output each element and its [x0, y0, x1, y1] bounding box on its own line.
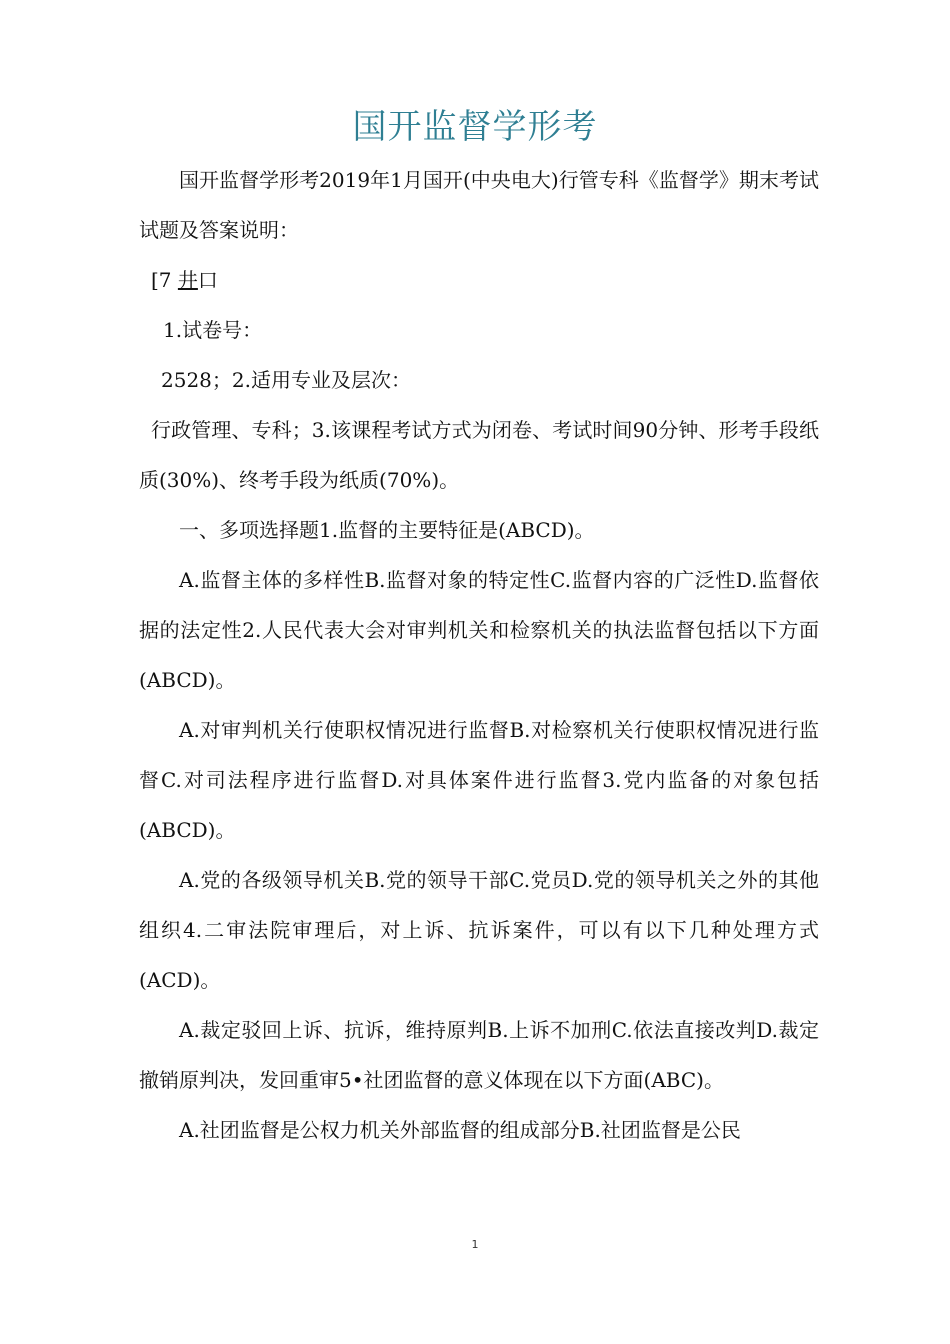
paragraph-q5-options: A.社团监督是公权力机关外部监督的组成部分B.社团监督是公民 [179, 1118, 741, 1142]
bracket-suffix: 口 [197, 268, 218, 292]
paragraph-q1-options: A.监督主体的多样性B.监督对象的特定性C.监督内容的广泛性D.监督依据的法定性2.人民代表大会对审判机关和检察机关的执法监督包括以下方面(ABCD)。 [139, 568, 819, 692]
paragraph-bracket-line [139, 255, 819, 305]
paragraph-exam-number: 1.试卷号： [163, 318, 263, 342]
bracket-underlined: 井 [177, 268, 198, 292]
paragraph-intro: 国开监督学形考2019年1月国开(中央电大)行管专科《监督学》期末考试试题及答案说明： [139, 168, 819, 242]
paragraph-exam-format: 行政管理、专科；3.该课程考试方式为闭卷、考试时间90分钟、形考手段纸质(30%)、终考手段为纸质(70%)。 [139, 418, 819, 492]
paragraph-q3-options: A.党的各级领导机关B.党的领导干部C.党员D.党的领导机关之外的其他组织4.二审法院审理后，对上诉、抗诉案件，可以有以下几种处理方式(ACD)。 [139, 868, 819, 992]
paragraph-section-heading: 一、多项选择题1.监督的主要特征是(ABCD)。 [179, 518, 595, 542]
document-title: 国开监督学形考 [352, 107, 598, 147]
paragraph-exam-code: 2528；2.适用专业及层次： [161, 368, 411, 392]
bracket-prefix: [7 [151, 268, 178, 292]
paragraph-q2-options: A.对审判机关行使职权情况进行监督B.对检察机关行使职权情况进行监督C.对司法程序进行监督D.对具体案件进行监督3.党内监备的对象包括(ABCD)。 [139, 718, 819, 842]
page-number: 1 [471, 1238, 479, 1251]
document-body [139, 155, 819, 1155]
paragraph-q4-options: A.裁定驳回上诉、抗诉，维持原判B.上诉不加刑C.依法直接改判D.裁定撤销原判决，发回重审5•社团监督的意义体现在以下方面(ABC)。 [139, 1018, 819, 1092]
